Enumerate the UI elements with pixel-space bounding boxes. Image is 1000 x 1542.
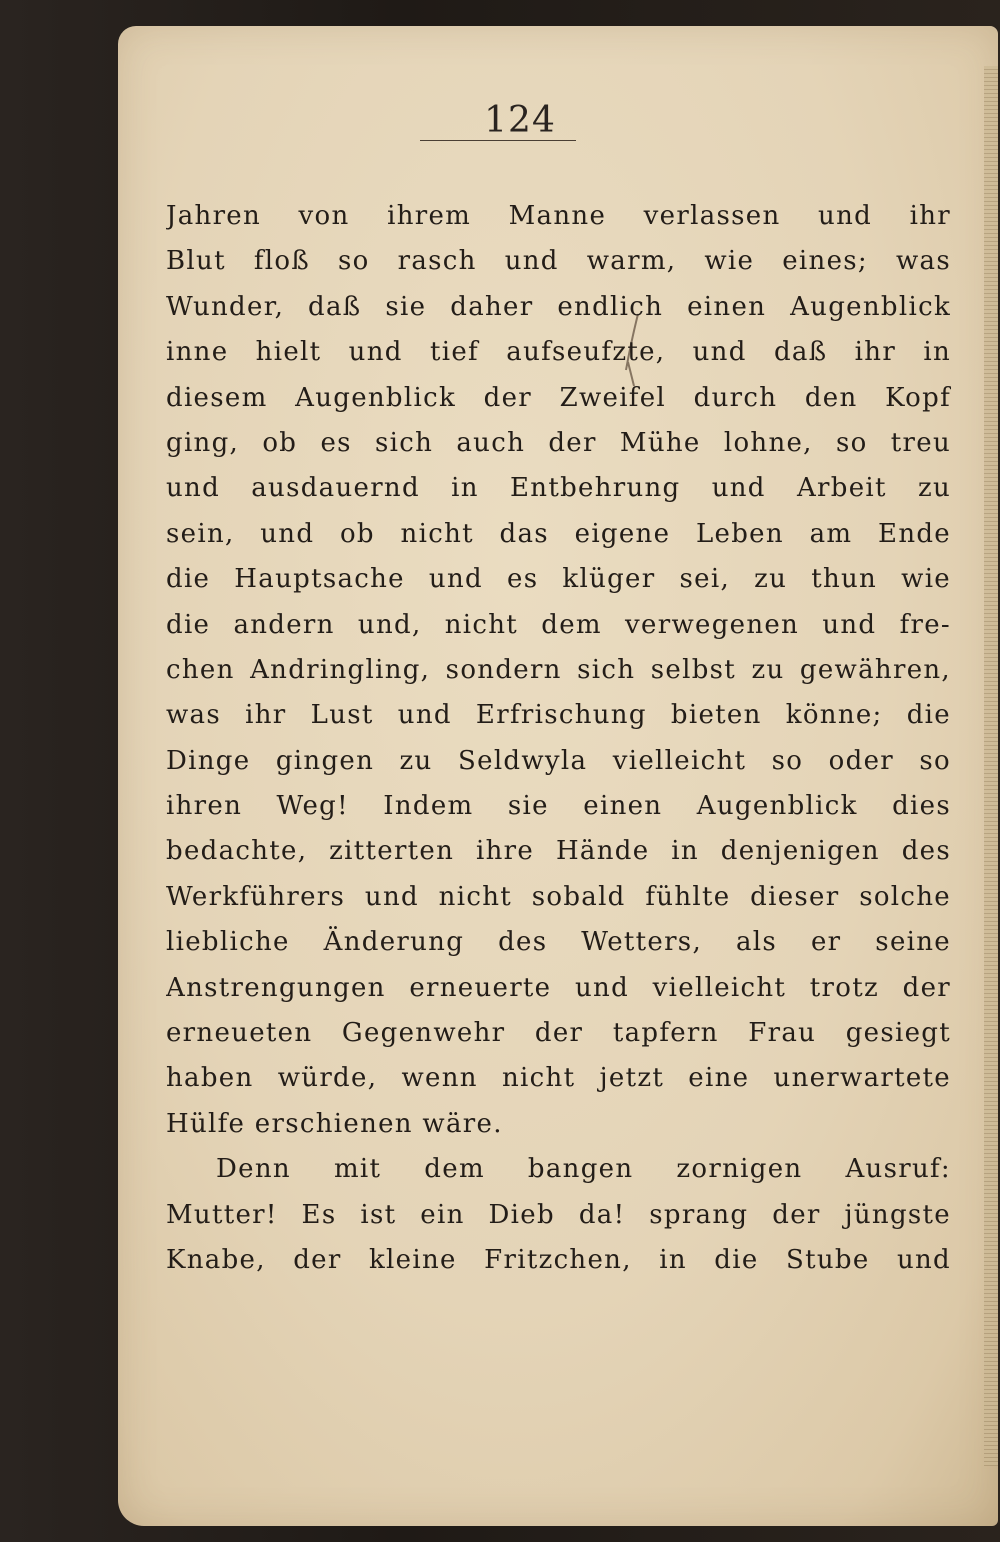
body-text <box>166 194 951 1283</box>
text-line: Mutter! Es ist ein Dieb da! sprang der jüngste <box>166 1199 951 1230</box>
text-line: Dinge gingen zu Seldwyla vielleicht so oder so <box>166 745 951 776</box>
text-line: Anstrengungen erneuerte und vielleicht trotz der <box>166 972 951 1003</box>
text-line: Hülfe erschienen wäre. <box>166 1108 503 1139</box>
text-line: Werkführers und nicht sobald fühlte dieser solche <box>166 881 951 912</box>
text-line: ging, ob es sich auch der Mühe lohne, so treu <box>166 427 951 458</box>
text-line: die andern und, nicht dem verwegenen und fre- <box>166 609 951 640</box>
text-line: was ihr Lust und Erfrischung bieten könne; die <box>166 700 951 731</box>
page-number: 124 <box>484 100 556 141</box>
text-line: Wunder, daß sie daher endlich einen Augenblick <box>166 291 951 322</box>
text-line: und ausdauernd in Entbehrung und Arbeit zu <box>166 473 951 504</box>
text-line: liebliche Änderung des Wetters, als er seine <box>166 927 951 958</box>
page-edge <box>984 66 998 1466</box>
text-line: bedachte, zitterten ihre Hände in denjenigen des <box>166 836 951 867</box>
text-line: haben würde, wenn nicht jetzt eine unerwartete <box>166 1063 951 1094</box>
text-line: Blut floß so rasch und warm, wie eines; was <box>166 246 951 277</box>
text-line: Jahren von ihrem Manne verlassen und ihr <box>166 201 951 231</box>
text-line: die Hauptsache und es klüger sei, zu thun wie <box>166 564 951 595</box>
text-line: Denn mit dem bangen zornigen Ausruf: <box>216 1154 951 1185</box>
text-line: inne hielt und tief aufseufzte, und daß ihr in <box>166 337 951 368</box>
text-line: diesem Augenblick der Zweifel durch den Kopf <box>166 382 951 413</box>
text-line: sein, und ob nicht das eigene Leben am Ende <box>166 518 951 549</box>
text-line: Knabe, der kleine Fritzchen, in die Stube und <box>166 1244 951 1275</box>
text-line: ihren Weg! Indem sie einen Augenblick dies <box>166 791 951 822</box>
text-line: chen Andringling, sondern sich selbst zu gewähren, <box>166 654 951 685</box>
header-rule <box>420 140 576 141</box>
text-line: erneueten Gegenwehr der tapfern Frau gesiegt <box>166 1018 951 1049</box>
